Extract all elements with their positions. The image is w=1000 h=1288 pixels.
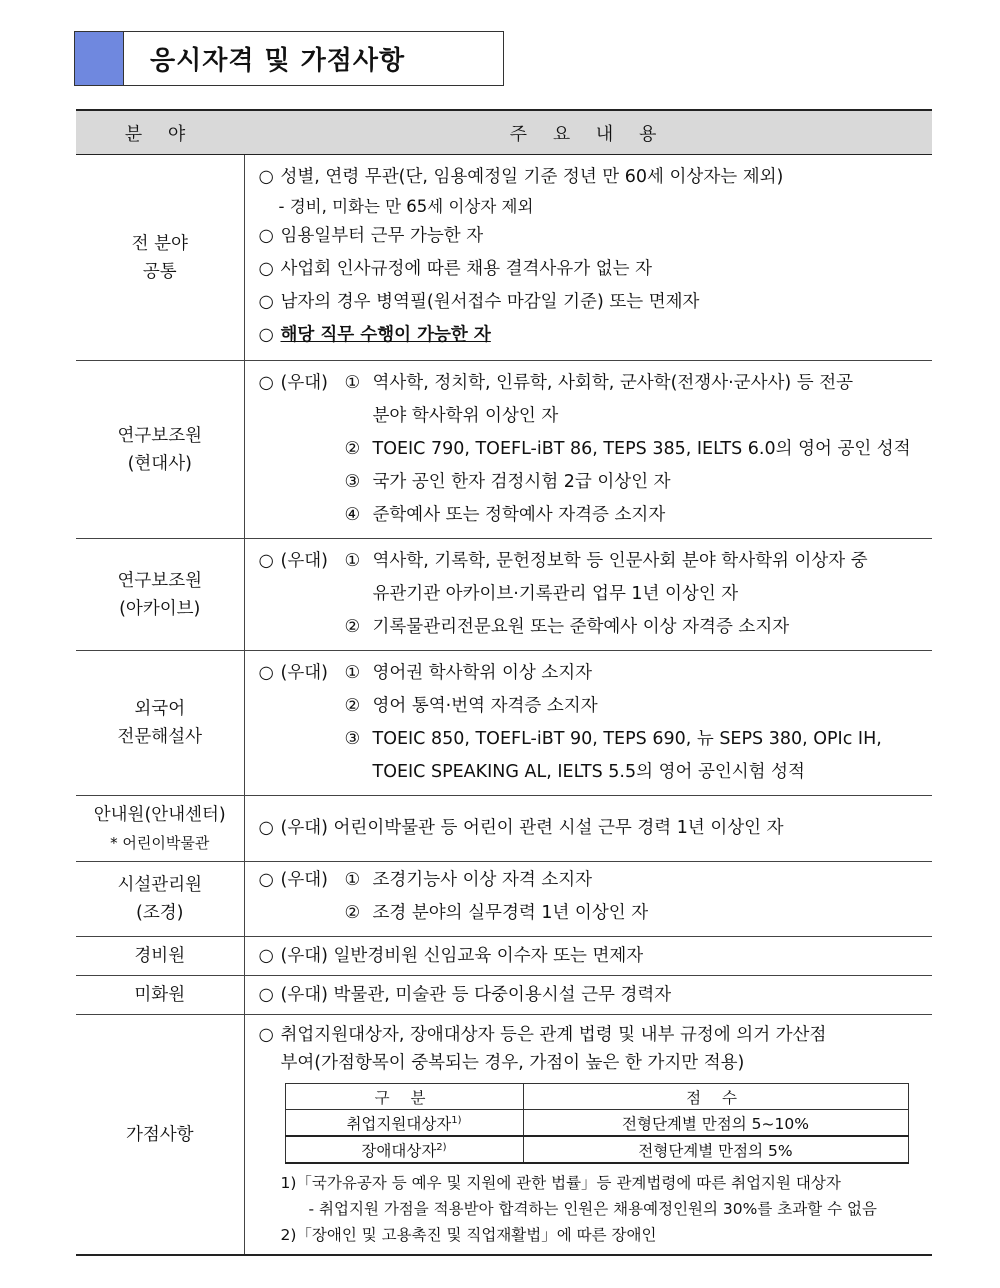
content-facility (244, 862, 932, 937)
preference-label: (우대) (280, 663, 328, 683)
category-research-archive (76, 539, 244, 651)
category-line: 연구보조원 (117, 425, 203, 446)
category-line: (아카이브) (119, 598, 201, 619)
list-item-continuation: TOEIC SPEAKING AL, IELTS 5.5의 영어 공인시험 성적 (372, 762, 805, 782)
footnote-subitem: - 취업지원 가점을 적용받아 합격하는 인원은 채용예정인원의 30%를 초과할 수 없음 (308, 1200, 877, 1218)
footnote: 2)「장애인 및 고용촉진 및 직업재활법」에 따른 장애인 (280, 1226, 657, 1244)
item-text: (우대) 박물관, 미술관 등 다중이용시설 근무 경력자 (280, 984, 672, 1005)
category-guard: 경비원 (76, 937, 244, 976)
qualification-table (76, 109, 932, 1256)
list-item (259, 940, 925, 973)
bullet-mark: ○ (258, 551, 274, 571)
category-line: (현대사) (127, 453, 192, 474)
list-item (259, 545, 925, 578)
footnote-ref: 1) (451, 1114, 462, 1126)
bullet-mark: ○ (258, 259, 274, 279)
category-common (76, 155, 244, 361)
category-cleaner: 미화원 (76, 976, 244, 1015)
list-item (259, 367, 925, 400)
table-row (76, 862, 932, 937)
category-guide (76, 796, 244, 862)
item-text: 임용일부터 근무 가능한 자 (280, 226, 484, 246)
bullet-mark: ○ (258, 818, 274, 838)
category-line: (조경) (136, 903, 184, 923)
points-score-cell: 전형단계별 만점의 5~10% (523, 1110, 908, 1137)
list-item (259, 433, 925, 466)
list-item-continuation: 유관기관 아카이브·기록관리 업무 1년 이상인 자 (372, 584, 739, 604)
list-item (259, 864, 925, 897)
category-line: 전문해설사 (117, 727, 203, 747)
category-line: 시설관리원 (117, 875, 203, 895)
table-row (76, 361, 932, 539)
header-content: 주 요 내 용 (244, 110, 932, 155)
bonus-points-table (285, 1083, 909, 1164)
item-text-emphasis: 해당 직무 수행이 가능한 자 (280, 325, 491, 345)
list-item (259, 812, 925, 845)
table-row (76, 651, 932, 796)
item-text: (우대) 어린이박물관 등 어린이 관련 시설 근무 경력 1년 이상인 자 (280, 818, 784, 838)
content-research-modern (244, 361, 932, 539)
list-item (259, 286, 925, 319)
content-guard (244, 937, 932, 976)
bullet-mark: ○ (258, 663, 274, 683)
item-number: ② (344, 696, 361, 716)
preference-label: (우대) (280, 870, 328, 890)
item-number: ④ (344, 505, 361, 525)
item-text: 역사학, 기록학, 문헌정보학 등 인문사회 분야 학사학위 이상자 중 (372, 551, 868, 571)
list-item (259, 657, 925, 690)
item-text: 남자의 경우 병역필(원서접수 마감일 기준) 또는 면제자 (280, 292, 700, 312)
bullet-mark: ○ (258, 167, 274, 187)
item-text: 역사학, 정치학, 인류학, 사회학, 군사학(전쟁사·군사사) 등 전공 (372, 373, 854, 393)
item-number: ① (344, 663, 361, 683)
bullet-mark: ○ (258, 325, 274, 345)
table-header-row (76, 110, 932, 155)
title-accent-bar (75, 32, 124, 85)
list-item (259, 897, 925, 930)
table-row (76, 796, 932, 862)
list-item (259, 220, 925, 253)
header-category: 분 야 (76, 110, 244, 155)
bullet-mark: ○ (258, 870, 274, 890)
list-item (259, 1021, 925, 1049)
item-number: ② (344, 439, 361, 459)
item-number: ① (344, 551, 361, 571)
item-number: ① (344, 870, 361, 890)
list-item (259, 690, 925, 723)
category-facility (76, 862, 244, 937)
bullet-mark: ○ (258, 984, 274, 1005)
bullet-mark: ○ (258, 945, 274, 966)
item-text: 준학예사 또는 정학예사 자격증 소지자 (372, 505, 666, 525)
table-row (76, 1015, 932, 1256)
list-item (259, 723, 925, 756)
item-text: 기록물관리전문요원 또는 준학예사 이상 자격증 소지자 (372, 617, 790, 637)
category-line: 안내원(안내센터) (93, 804, 226, 825)
item-text: 영어권 학사학위 이상 소지자 (372, 663, 593, 683)
content-cleaner (244, 976, 932, 1015)
item-text: 취업지원대상자, 장애대상자 등은 관계 법령 및 내부 규정에 의거 가산점 (280, 1025, 827, 1045)
category-bonus: 가점사항 (76, 1015, 244, 1256)
item-text: 국가 공인 한자 검정시험 2급 이상인 자 (372, 472, 671, 492)
item-number: ② (344, 903, 361, 923)
content-bonus (244, 1015, 932, 1256)
content-docent (244, 651, 932, 796)
category-docent (76, 651, 244, 796)
bullet-mark: ○ (258, 226, 274, 246)
content-common (244, 155, 932, 361)
item-text: 성별, 연령 무관(단, 임용예정일 기준 정년 만 60세 이상자는 제외) (280, 167, 784, 187)
table-row (285, 1136, 908, 1163)
item-text: 영어 통역·번역 자격증 소지자 (372, 696, 598, 716)
table-row (285, 1110, 908, 1137)
table-row (76, 976, 932, 1015)
footnote: 1)「국가유공자 등 예우 및 지원에 관한 법률」등 관계법령에 따른 취업지원 대상자 (280, 1174, 841, 1192)
bullet-mark: ○ (258, 1025, 274, 1045)
list-item (259, 319, 925, 352)
bullet-mark: ○ (258, 292, 274, 312)
points-score-cell: 전형단계별 만점의 5% (523, 1136, 908, 1163)
item-text: TOEIC 790, TOEFL-iBT 86, TEPS 385, IELTS 6.0의 영어 공인 성적 (372, 439, 911, 459)
bullet-mark: ○ (258, 373, 274, 393)
list-item-continuation: 분야 학사학위 이상인 자 (372, 406, 559, 426)
list-item (259, 979, 925, 1012)
list-item (259, 611, 925, 644)
item-text: 조경기능사 이상 자격 소지자 (372, 870, 593, 890)
category-line: 전 분야 (131, 233, 188, 254)
item-number: ③ (344, 472, 361, 492)
item-number: ② (344, 617, 361, 637)
content-guide (244, 796, 932, 862)
points-header-row (285, 1084, 908, 1110)
item-number: ① (344, 373, 361, 393)
category-line: 연구보조원 (117, 570, 203, 591)
table-row (76, 937, 932, 976)
list-item-continuation: 부여(가점항목이 중복되는 경우, 가점이 높은 한 가지만 적용) (280, 1053, 745, 1073)
points-header-type: 구 분 (285, 1084, 523, 1110)
list-item (259, 466, 925, 499)
points-type: 장애대상자 (361, 1141, 437, 1160)
category-research-modern (76, 361, 244, 539)
footnote-ref: 2) (436, 1141, 447, 1153)
list-item (259, 499, 925, 532)
item-number: ③ (344, 729, 361, 749)
preference-label: (우대) (280, 373, 328, 393)
item-text: TOEIC 850, TOEFL-iBT 90, TEPS 690, 뉴 SEPS 380, OPIc IH, (372, 729, 882, 749)
table-row (76, 539, 932, 651)
category-note: * 어린이박물관 (110, 833, 210, 852)
item-text: 사업회 인사규정에 따른 채용 결격사유가 없는 자 (280, 259, 652, 279)
list-item (259, 161, 925, 194)
list-subitem: - 경비, 미화는 만 65세 이상자 제외 (278, 197, 534, 216)
category-line: 공통 (142, 261, 177, 282)
content-research-archive (244, 539, 932, 651)
item-text: 조경 분야의 실무경력 1년 이상인 자 (372, 903, 649, 923)
preference-label: (우대) (280, 551, 328, 571)
points-type-cell (285, 1110, 523, 1137)
item-text: (우대) 일반경비원 신임교육 이수자 또는 면제자 (280, 945, 644, 966)
section-title-box (74, 31, 504, 86)
list-item (259, 253, 925, 286)
points-type: 취업지원대상자 (346, 1114, 452, 1133)
points-header-score: 점 수 (523, 1084, 908, 1110)
page-title: 응시자격 및 가점사항 (150, 46, 406, 76)
points-type-cell (285, 1136, 523, 1163)
table-row (76, 155, 932, 361)
category-line: 외국어 (134, 699, 186, 719)
